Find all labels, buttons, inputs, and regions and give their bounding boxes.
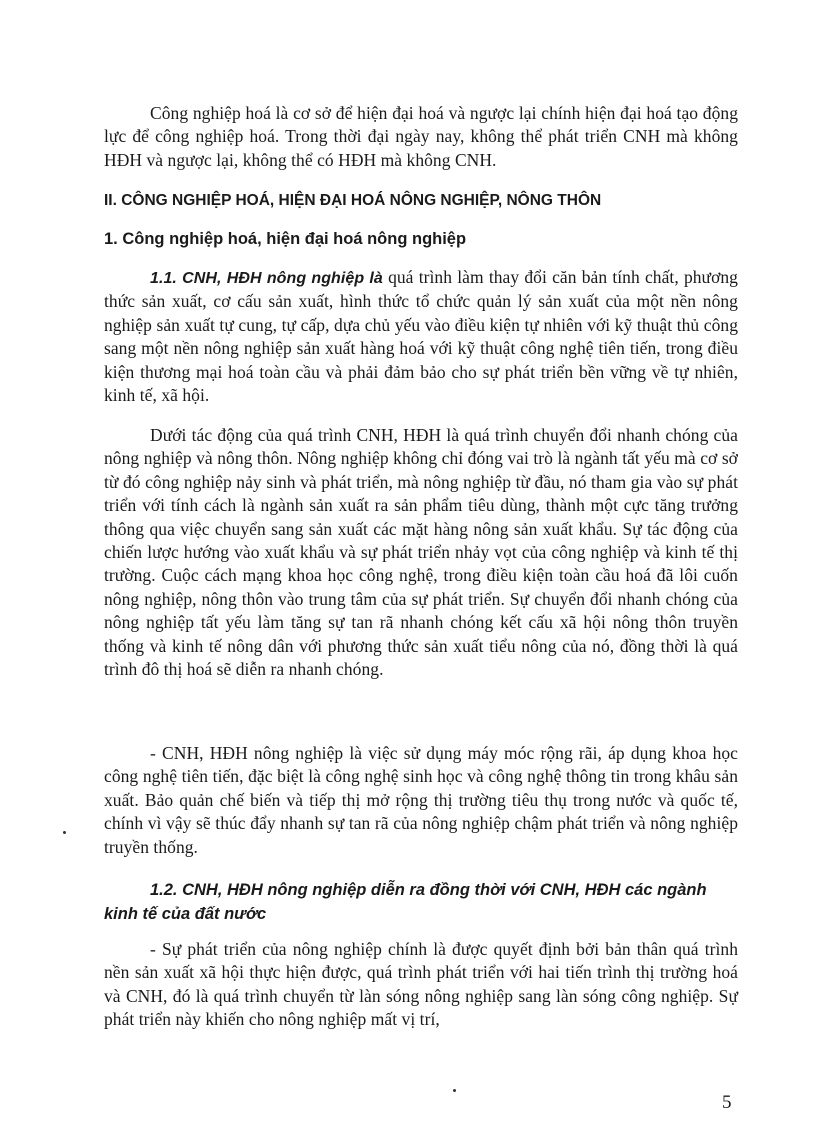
paragraph-text: [104, 266, 738, 407]
paragraph-development: [104, 938, 738, 1032]
heading-text: II. CÔNG NGHIỆP HOÁ, HIỆN ĐẠI HOÁ NÔNG NGHIỆP, NÔNG THÔN: [104, 192, 602, 209]
subheading-lead: 1.1. CNH, HĐH nông nghiệp là: [150, 270, 383, 287]
section-heading-1-2: [104, 878, 738, 926]
section-heading-ii: [104, 190, 738, 212]
heading-text: 1. Công nghiệp hoá, hiện đại hoá nông nghiệp: [104, 230, 467, 248]
paragraph-mechanization: [104, 742, 738, 859]
paragraph-text: - CNH, HĐH nông nghiệp là việc sử dụng máy móc rộng rãi, áp dụng khoa học công nghệ tiên tiến, đặc biệt là công nghệ sinh học và công nghệ thông tin trong khâu sản xuất. Bảo quản chế biến và tiếp thị mở rộng thị trường tiêu thụ trong nước và quốc tế, chính vì vậy sẽ thúc đẩy nhanh sự tan rã của nông nghiệp chậm phát triển và nông nghiệp truyền thống.: [104, 743, 738, 857]
heading-text: 1.2. CNH, HĐH nông nghiệp diễn ra đồng thời với CNH, HĐH các ngành kinh tế của đất nước: [104, 881, 707, 923]
paragraph-text: Công nghiệp hoá là cơ sở để hiện đại hoá và ngược lại chính hiện đại hoá tạo động lực để công nghiệp hoá. Trong thời đại ngày nay, không thể phát triển CNH mà không HĐH và ngược lại, không thể có HĐH mà không CNH.: [104, 103, 738, 170]
scan-speck: [63, 831, 66, 834]
section-heading-1: [104, 228, 738, 250]
scan-speck: [453, 1089, 456, 1092]
paragraph-text: Dưới tác động của quá trình CNH, HĐH là quá trình chuyển đổi nhanh chóng của nông nghiệp và nông thôn. Nông nghiệp không chỉ đóng vai trò là ngành tất yếu mà cơ sở từ đó công nghiệp nảy sinh và phát triển, mà nông nghiệp từ đầu, nó tham gia vào sự phát triển với tính cách là ngành sản xuất ra sản phẩm tiêu dùng, thành một cực tăng trưởng thông qua việc chuyển sang sản xuất các mặt hàng nông sản xuất khẩu. Sự tác động của chiến lược hướng vào xuất khẩu và sự phát triển nhảy vọt của công nghiệp và kinh tế thị trường. Cuộc cách mạng khoa học công nghệ, trong điều kiện toàn cầu hoá đã lôi cuốn nông nghiệp, nông thôn vào trung tâm của sự phát triển. Sự chuyển đổi nhanh chóng của nông nghiệp tất yếu làm tăng sự tan rã nhanh chóng kết cấu xã hội nông thôn truyền thống và kinh tế nông dân với phương thức sản xuất tiểu nông của nó, đồng thời là quá trình đô thị hoá sẽ diễn ra nhanh chóng.: [104, 425, 738, 680]
paragraph-1-1: [104, 266, 738, 407]
paragraph-body: quá trình làm thay đổi căn bản tính chất, phương thức sản xuất, cơ cấu sản xuất, hình thức tổ chức quản lý sản xuất của một nền nông nghiệp sản xuất tự cung, tự cấp, dựa chủ yếu vào điều kiện tự nhiên với kỹ thuật thủ công sang một nền nông nghiệp sản xuất hàng hoá với kỹ thuật công nghệ tiên tiến, trong điều kiện thương mại hoá toàn cầu và phải đảm bảo cho sự phát triển bền vững về tự nhiên, kinh tế, xã hội.: [104, 267, 738, 406]
page-number: 5: [722, 1092, 732, 1113]
paragraph-intro: [104, 102, 738, 172]
paragraph-text: - Sự phát triển của nông nghiệp chính là được quyết định bởi bản thân quá trình nền sản xuất xã hội thực hiện được, quá trình phát triển với hai tiến trình thị trường hoá và CNH, đó là quá trình chuyển từ làn sóng nông nghiệp sang làn sóng công nghiệp. Sự phát triển này khiến cho nông nghiệp mất vị trí,: [104, 939, 738, 1030]
paragraph-impact: [104, 424, 738, 681]
